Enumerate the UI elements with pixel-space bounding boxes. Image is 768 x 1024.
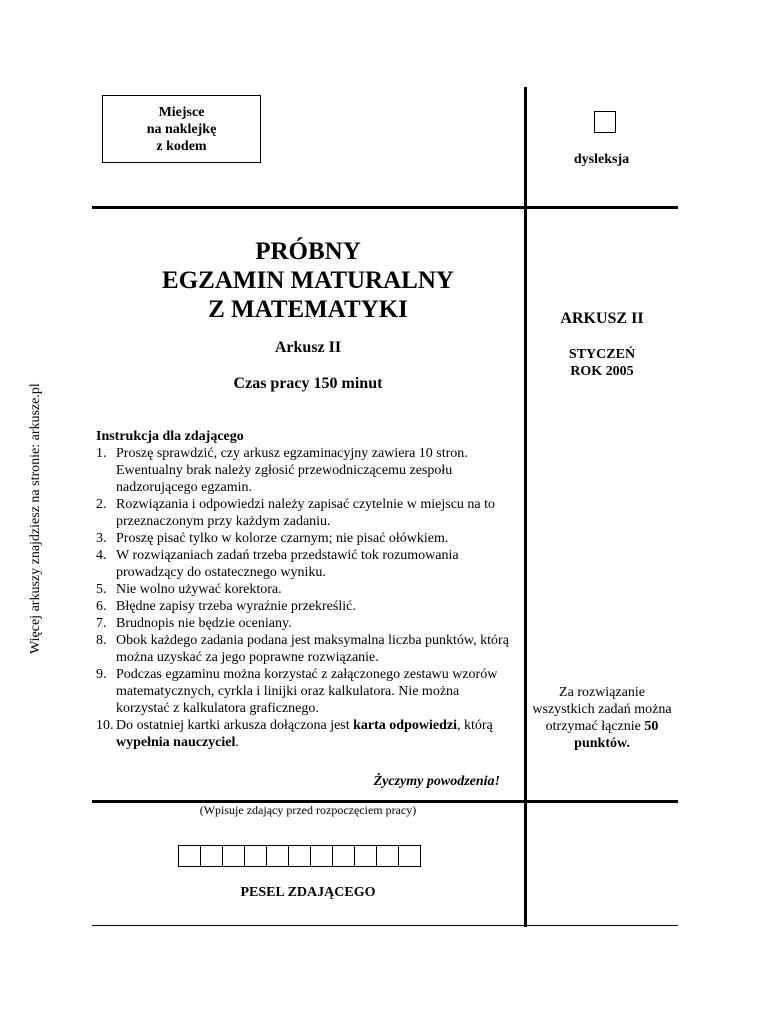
points-total: 50 punktów. [574,719,659,751]
pesel-digit-cell[interactable] [200,845,223,867]
pesel-digit-cell[interactable] [332,845,355,867]
side-website-text: Więcej arkuszy znajdziesz na stronie: arkusze.pl [28,383,43,654]
instruction-fragment: , którą [456,718,493,733]
pesel-digit-cell[interactable] [222,845,245,867]
dyslexia-label: dysleksja [573,152,630,167]
pesel-digit-cell[interactable] [244,845,267,867]
title-line-2: EGZAMIN MATURALNY [162,267,454,294]
instruction-text: Błędne zapisy trzeba wyraźnie przekreślić. [116,599,356,614]
points-text: Za rozwiązanie wszystkich zadań można otrzymać łącznie [532,685,672,734]
instruction-number: 5. [96,582,107,597]
instruction-item [96,496,516,530]
instruction-number: 1. [96,446,107,461]
instruction-number: 9. [96,667,107,682]
instruction-text: Obok każdego zadania podana jest maksymalna liczba punktów, którą można uzyskać za jego poprawne rozwiązanie. [116,633,509,665]
pesel-digit-cell[interactable] [288,845,311,867]
instruction-number: 7. [96,616,107,631]
answer-card-emphasis: karta odpowiedzi [353,718,457,733]
exam-year: ROK 2005 [570,364,634,379]
sticker-line: Miejsce [158,104,205,120]
exam-date [527,346,677,380]
instruction-number: 8. [96,633,107,648]
instruction-text: W rozwiązaniach zadań trzeba przedstawić tok rozumowania prowadzący do ostatecznego wyniku. [116,548,459,580]
pesel-label: PESEL ZDAJĄCEGO [240,885,376,900]
instruction-item [96,530,516,547]
sheet-subtitle: Arkusz II [274,339,342,356]
instruction-text: Nie wolno używać korektora. [116,582,282,597]
instruction-fragment: Do ostatniej kartki arkusza dołączona jest [116,718,354,733]
pesel-digit-cell[interactable] [354,845,377,867]
instruction-number: 3. [96,531,107,546]
instructions-list [96,445,516,751]
instruction-text [116,717,516,751]
instruction-fragment: . [235,735,239,750]
title-line-1: PRÓBNY [255,238,361,265]
instruction-text: Rozwiązania i odpowiedzi należy zapisać czytelnie w miejscu na to przeznaczonym przy każdym zadaniu. [116,497,496,529]
instruction-item [96,581,516,598]
instruction-text: Podczas egzaminu można korzystać z załączonego zestawu wzorów matematycznych, cyrkla i linijki oraz kalkulatora. Nie można korzystać z kalkulatora graficznego. [116,667,498,716]
instruction-number: 2. [96,497,107,512]
sticker-box [102,95,261,163]
instruction-item [96,598,516,615]
instruction-item [96,632,516,666]
good-luck-text: Życzymy powodzenia! [373,774,500,789]
title-line-3: Z MATEMATYKI [208,296,408,323]
instruction-item [96,666,516,717]
top-divider [92,206,678,209]
sheet-label: ARKUSZ II [560,310,644,327]
pesel-digit-cell[interactable] [376,845,399,867]
dyslexia-checkbox[interactable] [594,111,616,133]
pesel-digit-cell[interactable] [310,845,333,867]
instruction-item [96,717,516,751]
instruction-text: Proszę sprawdzić, czy arkusz egzaminacyjny zawiera 10 stron. Ewentualny brak należy zgłosić przewodniczącemu zespołu nadzorującego egzamin. [116,446,468,495]
instruction-item [96,547,516,581]
instruction-item [96,445,516,496]
exam-title [92,237,524,324]
exam-time: Czas pracy 150 minut [233,375,383,392]
instruction-text: Brudnopis nie będzie oceniany. [116,616,292,631]
instructions [96,428,516,751]
pesel-digit-cell[interactable] [178,845,201,867]
teacher-fills-emphasis: wypełnia nauczyciel [116,735,236,750]
bottom-divider [92,925,678,926]
sticker-line: na naklejkę [146,121,217,137]
pesel-note: (Wpisuje zdający przed rozpoczęciem pracy) [199,803,417,817]
exam-month: STYCZEŃ [568,347,636,362]
instruction-number: 6. [96,599,107,614]
instruction-text: Proszę pisać tylko w kolorze czarnym; nie pisać ołówkiem. [116,531,449,546]
instruction-number: 4. [96,548,107,563]
sticker-line: z kodem [156,138,207,154]
instructions-heading: Instrukcja dla zdającego [96,429,244,444]
points-info [527,684,677,752]
pesel-input-grid[interactable] [178,845,420,867]
instruction-number: 10. [96,718,114,733]
pesel-digit-cell[interactable] [398,845,421,867]
pesel-digit-cell[interactable] [266,845,289,867]
instruction-item [96,615,516,632]
